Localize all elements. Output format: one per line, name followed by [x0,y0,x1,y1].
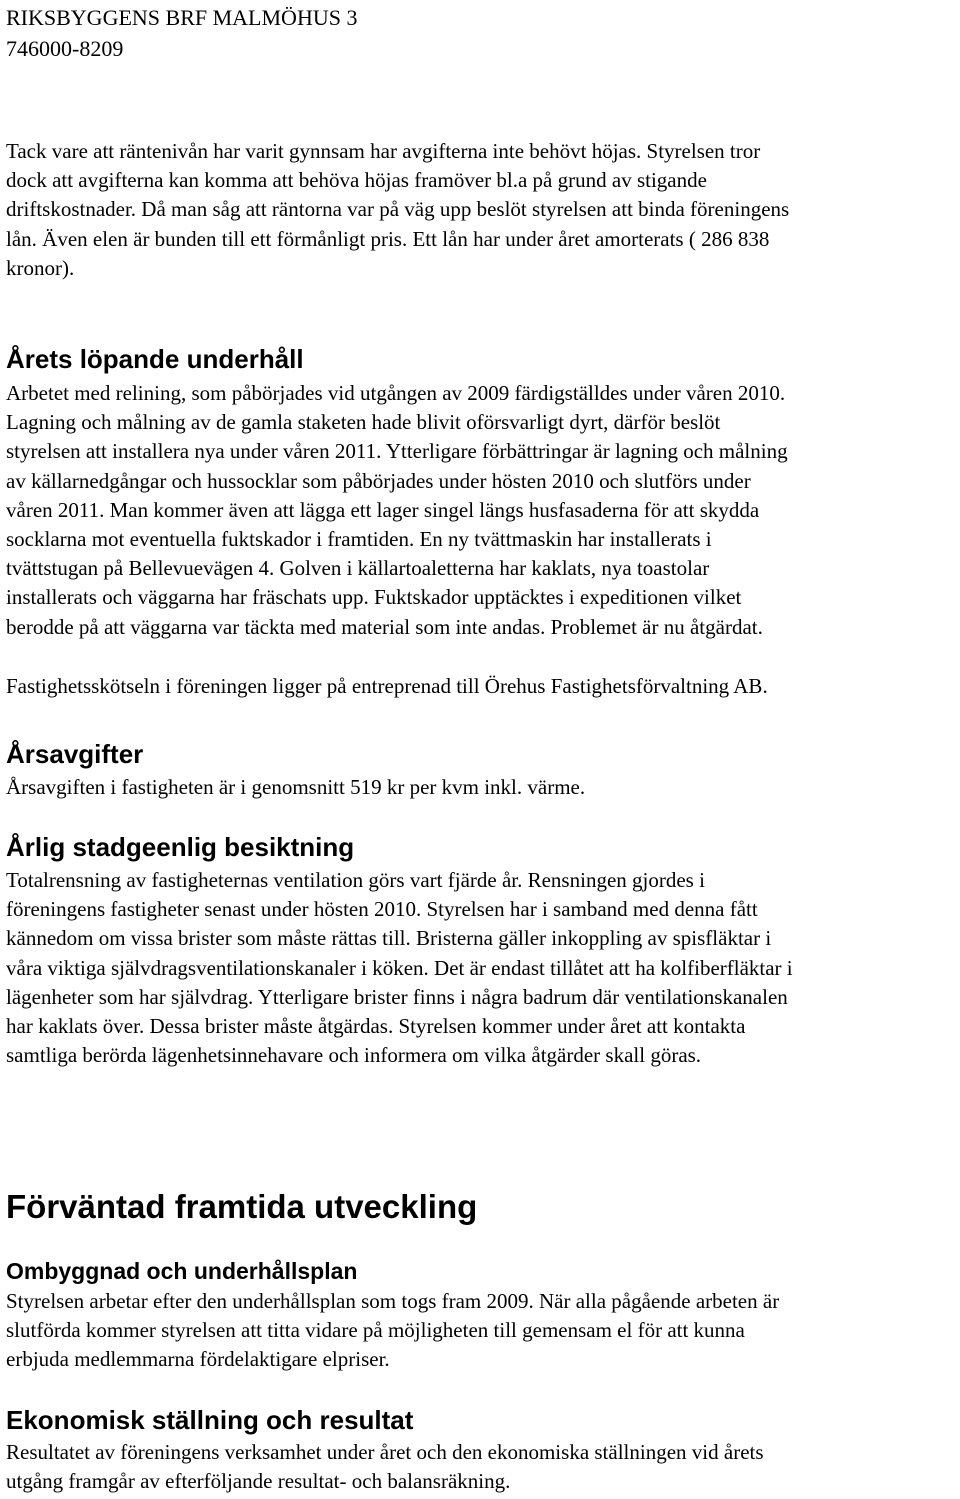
paragraph-line: driftskostnader. Då man såg att räntorna var på väg upp beslöt styrelsen att binda föreningens [6,197,790,222]
paragraph-line: kronor). [6,255,75,280]
paragraph-line: lägenheter som har självdrag. Ytterligare brister finns i några badrum där ventilationskanalen [6,984,788,1009]
section-heading-arsavgifter: Årsavgifter [6,739,144,769]
paragraph-line: erbjuda medlemmarna fördelaktigare elpriser. [6,1347,390,1372]
document-header [6,2,357,64]
paragraph-line: socklarna mot eventuella fuktskador i framtiden. En ny tvättmaskin har installerats i [6,527,712,552]
framtid-paragraph [6,1287,779,1375]
underhall-paragraph [6,379,788,642]
paragraph-line: styrelsen att installera nya under våren 2011. Ytterligare förbättringar är lagning och målning [6,439,788,464]
paragraph-line: Arbetet med relining, som påbörjades vid utgången av 2009 färdigställdes under våren 2010. [6,381,786,405]
paragraph-line: lån. Även elen är bunden till ett förmånligt pris. Ett lån har under året amorterats ( 286 838 [6,226,770,251]
paragraph-line: Lagning och målning av de gamla staketen hade blivit oförsvarligt dyrt, därför beslöt [6,410,721,435]
paragraph-line: samtliga berörda lägenhetsinnehavare och informera om vilka åtgärder skall göras. [6,1043,702,1068]
besiktning-paragraph [6,866,793,1070]
paragraph-line: tvättstugan på Bellevuevägen 4. Golven i källartoaletterna har kaklats, nya toastolar [6,556,710,581]
section-heading-underhall: Årets löpande underhåll [6,344,304,374]
section-heading-framtid: Förväntad framtida utveckling [6,1188,478,1225]
org-number: 746000-8209 [6,36,124,61]
paragraph-line: våra viktiga självdragsventilationskanaler i köken. Det är endast tillåtet att ha kolfiberfläktar i [6,955,793,980]
paragraph-line: Resultatet av föreningens verksamhet under året och den ekonomiska ställningen vid årets [6,1440,764,1464]
subheading-underhallsplan: Ombyggnad och underhållsplan [6,1258,358,1284]
ekonomi-paragraph [6,1438,764,1496]
paragraph-line: dock att avgifterna kan komma att behöva höjas framöver bl.a på grund av stigande [6,168,707,193]
paragraph-line: Totalrensning av fastigheternas ventilation görs vart fjärde år. Rensningen gjordes i [6,868,705,892]
org-name: RIKSBYGGENS BRF MALMÖHUS 3 [6,5,358,30]
section-heading-ekonomi: Ekonomisk ställning och resultat [6,1405,414,1435]
arsavgifter-paragraph: Årsavgiften i fastigheten är i genomsnitt 519 kr per kvm inkl. värme. [6,775,586,799]
paragraph-line: kännedom om vissa brister som måste rättas till. Bristerna gäller inkoppling av spisfläktar i [6,926,772,951]
paragraph-line: Tack vare att räntenivån har varit gynnsam har avgifterna inte behövt höjas. Styrelsen tror [6,139,761,163]
paragraph-line: föreningens fastigheter senast under hösten 2010. Styrelsen har i samband med denna fått [6,897,758,922]
paragraph-line: våren 2011. Man kommer även att lägga ett lager singel längs husfasaderna för att skydda [6,497,760,522]
paragraph-line: har kaklats över. Dessa brister måste åtgärdas. Styrelsen kommer under året att kontakta [6,1014,746,1039]
paragraph-line: installerats och väggarna har fräschats upp. Fuktskador upptäcktes i expeditionen vilket [6,585,742,610]
paragraph-line: av källarnedgångar och hussocklar som påbörjades under hösten 2010 och slutförs under [6,468,751,493]
paragraph-line: utgång framgår av efterföljande resultat- och balansräkning. [6,1469,511,1494]
paragraph-line: berodde på att väggarna var täckta med material som inte andas. Problemet är nu åtgärdat. [6,614,763,639]
intro-paragraph [6,137,789,283]
fastighet-paragraph: Fastighetsskötseln i föreningen ligger på entreprenad till Örehus Fastighetsförvaltning AB. [6,674,768,698]
section-heading-besiktning: Årlig stadgeenlig besiktning [6,832,355,862]
paragraph-line: slutförda kommer styrelsen att titta vidare på möjligheten till gemensam el för att kunna [6,1318,745,1343]
paragraph-line: Styrelsen arbetar efter den underhållsplan som togs fram 2009. När alla pågående arbeten är [6,1289,780,1313]
